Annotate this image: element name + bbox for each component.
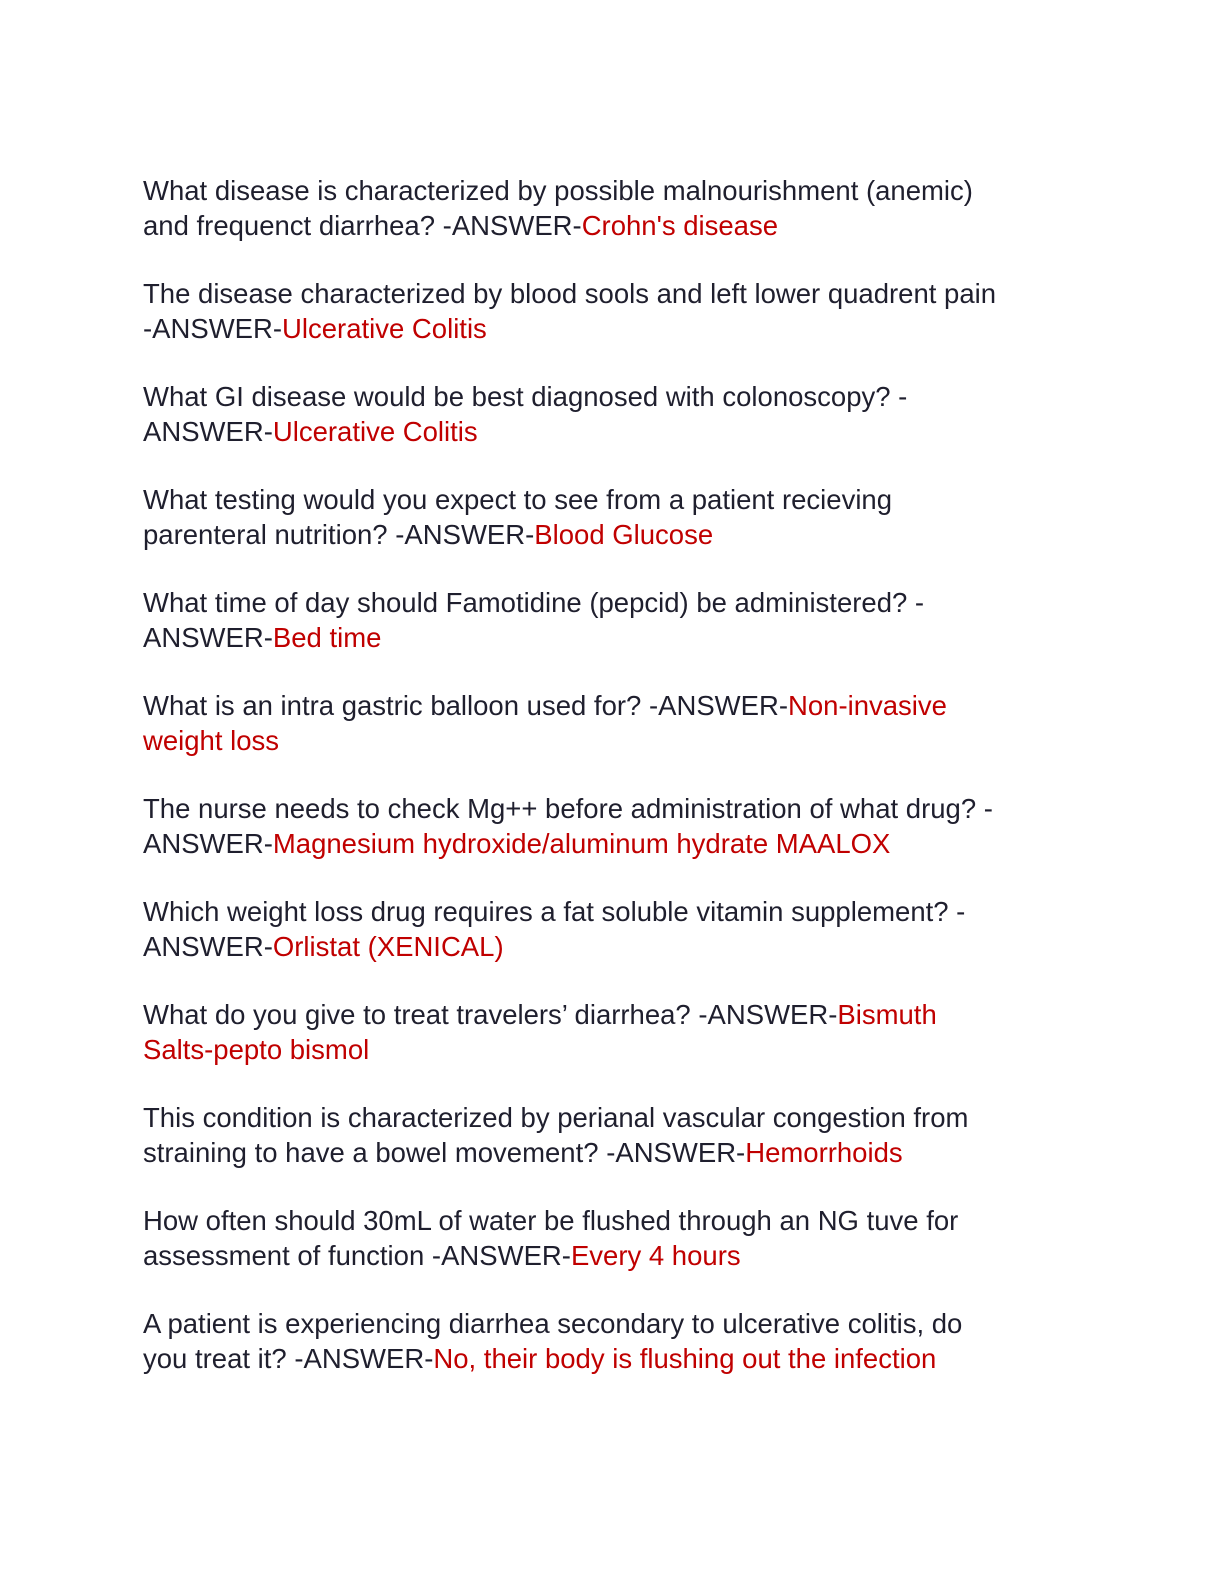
answer-marker: -ANSWER- [648, 690, 788, 721]
answer-text: Magnesium hydroxide/aluminum hydrate MAALOX [272, 827, 891, 859]
qa-item [143, 277, 1083, 346]
answer-text: No, their body is flushing out the infection [433, 1342, 937, 1374]
question-text: How often should 30mL of water be flushed through an NG tuve for assessment of function [143, 1205, 959, 1271]
answer-marker: -ANSWER- [143, 312, 283, 344]
qa-item [143, 380, 1083, 449]
qa-item [143, 689, 1083, 758]
qa-item [143, 1101, 1083, 1170]
qa-item [143, 895, 1083, 964]
answer-text: Crohn's disease [581, 209, 779, 241]
qa-item [143, 586, 1083, 655]
answer-text: Hemorrhoids [745, 1136, 903, 1168]
question-text: What testing would you expect to see from a patient recieving parenteral nutrition? [143, 484, 893, 550]
answer-text: Ulcerative Colitis [272, 415, 478, 447]
qa-item [143, 998, 1083, 1067]
answer-text: Bed time [272, 621, 382, 653]
question-text: What GI disease would be best diagnosed with colonoscopy? - ANSWER- [143, 381, 908, 447]
qa-item [143, 483, 1083, 552]
question-text: The disease characterized by blood sools and left lower quadrent pain [143, 278, 997, 309]
qa-item [143, 1307, 1083, 1376]
qa-item [143, 174, 1083, 243]
question-text: What disease is characterized by possible malnourishment (anemic) and frequenct diarrhea? [143, 175, 973, 241]
question-text: What time of day should Famotidine (pepcid) be administered? - ANSWER- [143, 587, 925, 653]
answer-marker: -ANSWER- [698, 999, 838, 1030]
question-text: What is an intra gastric balloon used for? [143, 690, 649, 721]
qa-item [143, 1204, 1083, 1273]
answer-marker: -ANSWER- [395, 518, 535, 550]
answer-text: Every 4 hours [570, 1239, 741, 1271]
question-text: Which weight loss drug requires a fat soluble vitamin supplement? - ANSWER- [143, 896, 966, 962]
question-text: This condition is characterized by perianal vascular congestion from straining to have a bowel movement? [143, 1102, 969, 1168]
answer-marker: -ANSWER- [442, 209, 582, 241]
answer-text: Non-invasive weight loss [143, 690, 947, 756]
document-page [143, 174, 1083, 1410]
qa-item [143, 792, 1083, 861]
answer-text: Bismuth Salts-pepto bismol [143, 999, 937, 1065]
answer-text: Ulcerative Colitis [282, 312, 487, 344]
question-text: A patient is experiencing diarrhea secondary to ulcerative colitis, do you treat it? [143, 1308, 963, 1374]
answer-text: Orlistat (XENICAL) [272, 930, 504, 962]
answer-text: Blood Glucose [534, 518, 714, 550]
answer-marker: -ANSWER- [606, 1136, 746, 1168]
answer-marker: -ANSWER- [431, 1239, 571, 1271]
question-text: The nurse needs to check Mg++ before administration of what drug? - ANSWER- [143, 793, 993, 859]
answer-marker: -ANSWER- [294, 1342, 434, 1374]
question-text: What do you give to treat travelers’ diarrhea? [143, 999, 699, 1030]
